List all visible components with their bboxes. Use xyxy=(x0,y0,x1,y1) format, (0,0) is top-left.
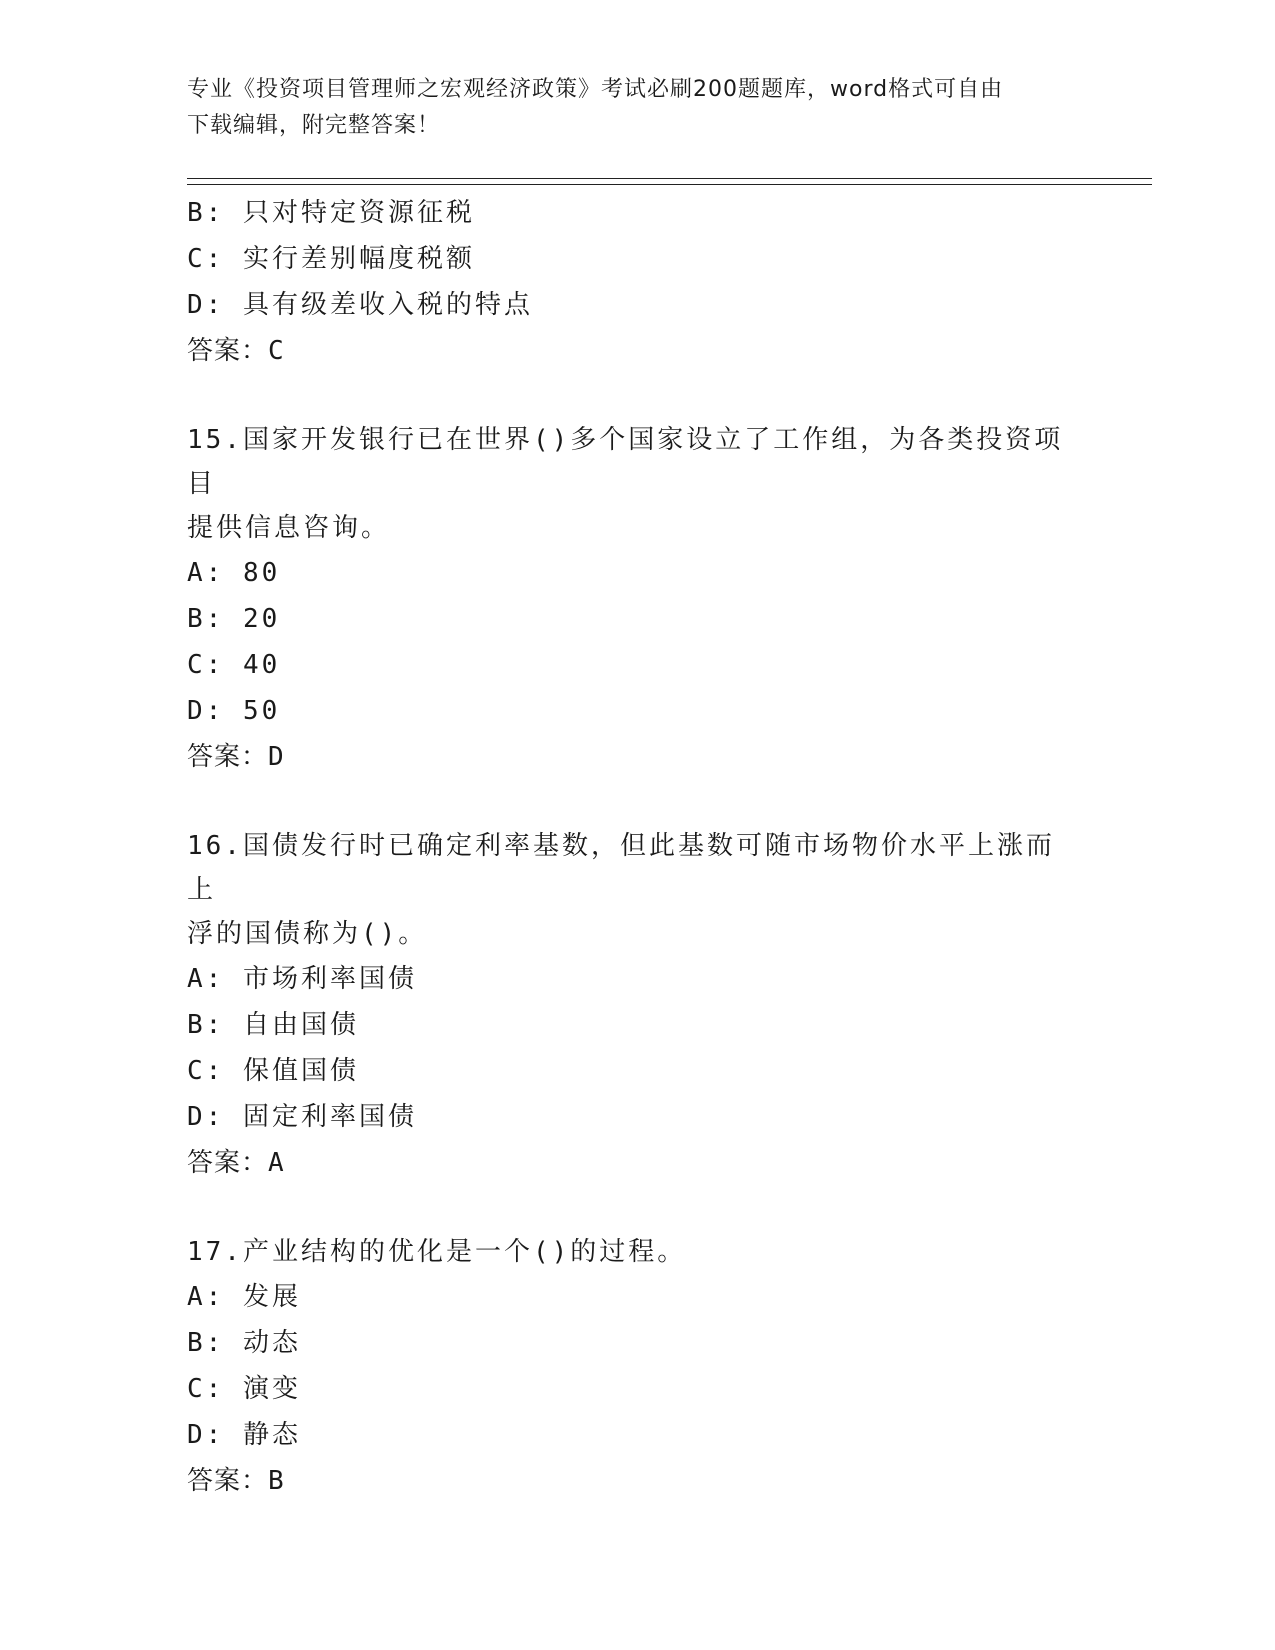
option-d: D: 50 xyxy=(187,696,281,726)
spacer xyxy=(187,780,1087,824)
option-c: C: 40 xyxy=(187,650,281,680)
option-a: A: 市场利率国债 xyxy=(187,964,417,994)
question-15 xyxy=(187,418,1087,780)
question-list xyxy=(187,190,1087,1504)
question-16 xyxy=(187,824,1087,1186)
answer-line: 答案：A xyxy=(187,1148,285,1178)
option-b: B: 20 xyxy=(187,604,281,634)
question-stem-line-2: 提供信息咨询。 xyxy=(187,513,391,543)
header-line-1: 专业《投资项目管理师之宏观经济政策》考试必刷200题题库，word格式可自由 xyxy=(187,77,1004,102)
option-b: B: 只对特定资源征税 xyxy=(187,198,475,228)
option-b: B: 自由国债 xyxy=(187,1010,359,1040)
spacer xyxy=(187,1186,1087,1230)
option-d: D: 具有级差收入税的特点 xyxy=(187,290,533,320)
question-stem-line-2: 浮的国债称为()。 xyxy=(187,919,428,949)
answer-line: 答案：D xyxy=(187,742,285,772)
question-stem-line-1: 16.国债发行时已确定利率基数，但此基数可随市场物价水平上涨而上 xyxy=(187,831,1055,905)
answer-line: 答案：B xyxy=(187,1466,285,1496)
option-a: A: 发展 xyxy=(187,1282,301,1312)
option-c: C: 实行差别幅度税额 xyxy=(187,244,475,274)
option-d: D: 固定利率国债 xyxy=(187,1102,417,1132)
option-c: C: 演变 xyxy=(187,1374,301,1404)
header-divider xyxy=(187,178,1152,185)
question-stem-line-1: 17.产业结构的优化是一个()的过程。 xyxy=(187,1237,687,1267)
question-14-continued xyxy=(187,190,1087,374)
question-17 xyxy=(187,1230,1087,1504)
option-a: A: 80 xyxy=(187,558,281,588)
answer-line: 答案：C xyxy=(187,336,285,366)
option-b: B: 动态 xyxy=(187,1328,301,1358)
question-stem-line-1: 15.国家开发银行已在世界()多个国家设立了工作组，为各类投资项目 xyxy=(187,425,1064,499)
option-c: C: 保值国债 xyxy=(187,1056,359,1086)
header-line-2: 下载编辑，附完整答案！ xyxy=(187,113,441,138)
spacer xyxy=(187,374,1087,418)
option-d: D: 静态 xyxy=(187,1420,301,1450)
document-header xyxy=(187,72,1067,144)
